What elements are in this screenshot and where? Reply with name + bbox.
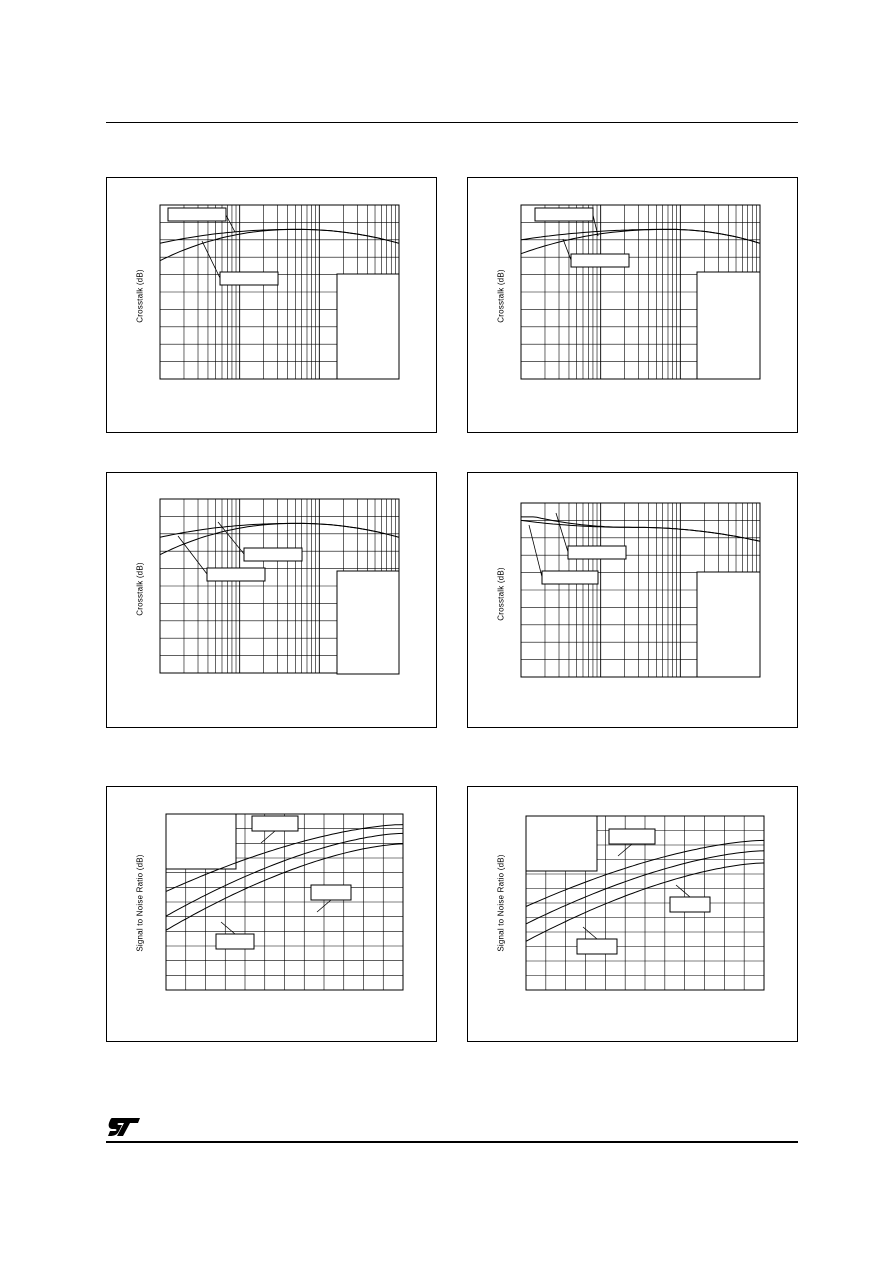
callout-box	[311, 885, 351, 900]
legend-box	[697, 572, 760, 677]
legend-box	[337, 571, 399, 674]
y-axis-label: Crosstalk (dB)	[135, 562, 145, 616]
footer-rule	[106, 1141, 798, 1143]
snr-chart-1-plot	[107, 787, 438, 1043]
callout-leader	[676, 885, 690, 897]
series-line	[521, 229, 760, 253]
callout-box	[216, 934, 254, 949]
series-line	[160, 229, 399, 243]
y-axis-label: Signal to Noise Ratio (dB)	[496, 854, 506, 952]
y-axis-label: Crosstalk (dB)	[496, 567, 506, 621]
series-line	[521, 520, 760, 541]
y-axis-label: Crosstalk (dB)	[496, 269, 506, 323]
callout-leader	[178, 536, 207, 574]
snr-chart-2-plot	[468, 787, 799, 1043]
snr-chart-1	[106, 786, 437, 1042]
callout-box	[252, 816, 298, 831]
callout-box	[577, 939, 617, 954]
series-line	[160, 523, 399, 537]
callout-leader	[261, 831, 275, 843]
crosstalk-chart-4-plot	[468, 473, 799, 729]
crosstalk-chart-1-plot	[107, 178, 438, 434]
callout-box	[568, 546, 626, 559]
callout-box	[542, 571, 598, 584]
callout-box	[609, 829, 655, 844]
callout-box	[670, 897, 710, 912]
crosstalk-chart-3	[106, 472, 437, 728]
callout-box	[535, 208, 593, 221]
legend-box	[337, 274, 399, 379]
crosstalk-chart-2	[467, 177, 798, 433]
st-logo-icon	[108, 1117, 142, 1137]
callout-box	[220, 272, 278, 285]
y-axis-label: Crosstalk (dB)	[135, 269, 145, 323]
series-line	[521, 229, 760, 243]
callout-box	[571, 254, 629, 267]
crosstalk-chart-1	[106, 177, 437, 433]
crosstalk-chart-3-plot	[107, 473, 438, 729]
callout-leader	[583, 927, 597, 939]
legend-box	[166, 814, 236, 869]
callout-leader	[202, 241, 220, 278]
crosstalk-chart-2-plot	[468, 178, 799, 434]
crosstalk-chart-4	[467, 472, 798, 728]
callout-box	[168, 208, 226, 221]
callout-leader	[529, 525, 542, 577]
callout-leader	[563, 239, 571, 260]
callout-leader	[221, 922, 235, 934]
callout-box	[244, 548, 302, 561]
legend-box	[697, 272, 760, 379]
y-axis-label: Signal to Noise Ratio (dB)	[135, 854, 145, 952]
callout-leader	[556, 513, 568, 552]
callout-box	[207, 568, 265, 581]
snr-chart-2	[467, 786, 798, 1042]
series-line	[160, 229, 399, 260]
legend-box	[526, 816, 597, 871]
header-rule	[106, 122, 798, 123]
